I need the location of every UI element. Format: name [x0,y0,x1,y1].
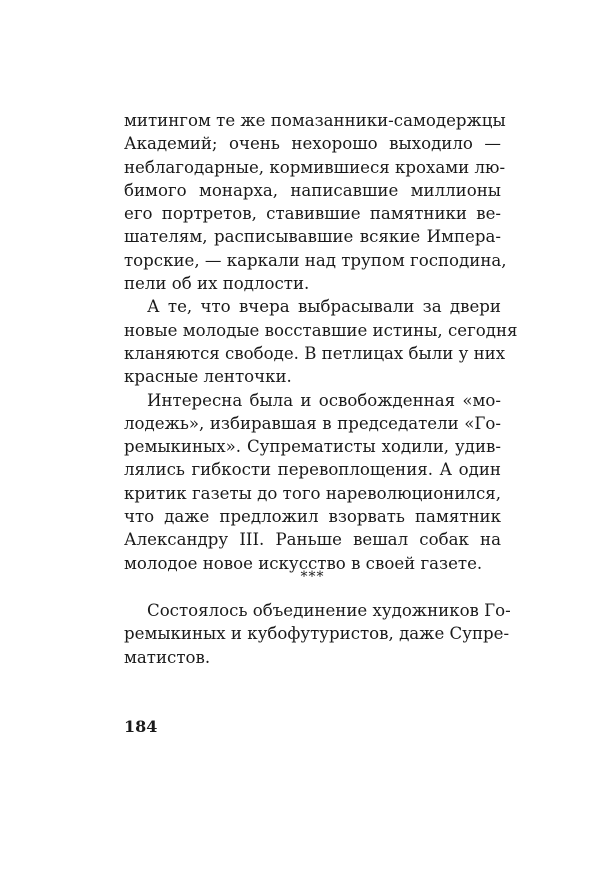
text-line: кланяются свободе. В петлицах были у них [124,343,506,363]
text-line: торские, — каркали над трупом господина, [124,250,507,270]
text-line: Александру III. Раньше вешал собак на [124,530,501,550]
text-line: молодое новое искусство в своей газете. [124,553,483,573]
text-line: критик газеты до того нареволюционился, [124,483,501,503]
paragraph-3 [124,389,501,575]
paragraph-1 [124,109,507,295]
text-line: ремыкиных и кубофутуристов, даже Супре- [124,624,510,644]
paragraph-2 [124,295,518,388]
text-line: Интересна была и освобожденная «мо- [147,390,501,410]
text-line: матистов. [124,647,211,667]
text-line: лодежь», избиравшая в председатели «Го- [124,413,501,433]
text-line: шателям, расписывавшие всякие Импера- [124,227,501,247]
text-line: красные ленточки. [124,367,292,387]
text-line: Состоялось объединение художников Го- [147,601,511,620]
text-line: ремыкиных». Супрематисты ходили, удив- [124,437,501,457]
text-line: Академий; очень нехорошо выходило — [124,134,501,154]
section-separator: *** [300,569,325,585]
paragraph-4 [124,599,511,669]
text-line: А те, что вчера выбрасывали за двери [147,297,501,317]
text-line: новые молодые восставшие истины, сегодня [124,320,518,340]
text-line: его портретов, ставившие памятники ве- [124,204,501,224]
text-line: лялись гибкости перевоплощения. А один [124,460,501,480]
text-line: неблагодарные, кормившиеся крохами лю- [124,157,506,177]
secondary-text [124,599,511,669]
text-line: что даже предложил взорвать памятник [124,507,501,527]
main-text [124,109,518,575]
page-number: 184 [124,717,158,736]
text-line: пели об их подлости. [124,274,310,294]
text-line: митингом те же помазанники-самодержцы [124,111,506,130]
text-line: бимого монарха, написавшие миллионы [124,180,501,200]
